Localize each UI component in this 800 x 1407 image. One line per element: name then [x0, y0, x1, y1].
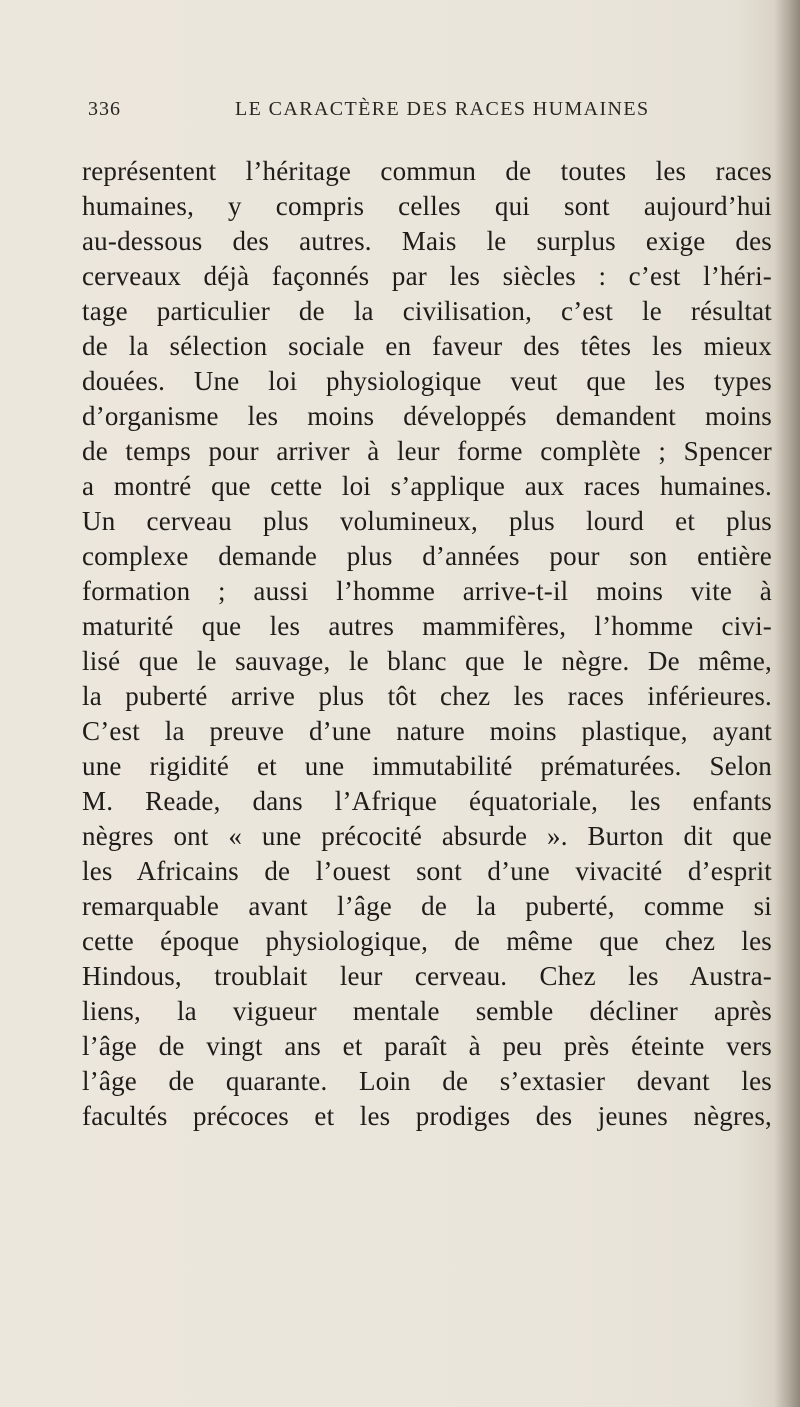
- text-line: humaines, y compris celles qui sont aujourd’hui: [82, 191, 772, 221]
- page-edge-shadow: [774, 0, 800, 1407]
- text-line: au-dessous des autres. Mais le surplus exige des: [82, 226, 772, 256]
- text-line: douées. Une loi physiologique veut que les types: [82, 366, 772, 396]
- page-number: 336: [88, 98, 121, 120]
- text-line: l’âge de vingt ans et paraît à peu près éteinte vers: [82, 1031, 772, 1061]
- text-line: les Africains de l’ouest sont d’une vivacité d’esprit: [82, 856, 772, 886]
- text-line: M. Reade, dans l’Afrique équatoriale, les enfants: [82, 786, 772, 816]
- text-line: a montré que cette loi s’applique aux races humaines.: [82, 471, 772, 501]
- text-line: C’est la preuve d’une nature moins plastique, ayant: [82, 716, 772, 746]
- text-line: liens, la vigueur mentale semble décliner après: [82, 996, 772, 1026]
- text-line: représentent l’héritage commun de toutes les races: [82, 156, 772, 186]
- text-line: maturité que les autres mammifères, l’homme civi-: [82, 611, 772, 641]
- text-line: de temps pour arriver à leur forme complète ; Spencer: [82, 436, 772, 466]
- text-line: une rigidité et une immutabilité prématurées. Selon: [82, 751, 772, 781]
- text-line: cette époque physiologique, de même que chez les: [82, 926, 772, 956]
- text-line: Hindous, troublait leur cerveau. Chez les Austra-: [82, 961, 772, 991]
- text-line: lisé que le sauvage, le blanc que le nègre. De même,: [82, 646, 772, 676]
- running-title: LE CARACTÈRE DES RACES HUMAINES: [235, 98, 650, 120]
- text-line: tage particulier de la civilisation, c’est le résultat: [82, 296, 772, 326]
- text-line: formation ; aussi l’homme arrive-t-il moins vite à: [82, 576, 772, 606]
- body-text: [82, 154, 772, 1134]
- running-header: [88, 98, 758, 128]
- text-line: l’âge de quarante. Loin de s’extasier devant les: [82, 1066, 772, 1096]
- text-line: d’organisme les moins développés demandent moins: [82, 401, 772, 431]
- text-line: Un cerveau plus volumineux, plus lourd et plus: [82, 506, 772, 536]
- text-line: nègres ont « une précocité absurde ». Burton dit que: [82, 821, 772, 851]
- text-line: complexe demande plus d’années pour son entière: [82, 541, 772, 571]
- text-line: cerveaux déjà façonnés par les siècles : c’est l’héri-: [82, 261, 772, 291]
- text-line: facultés précoces et les prodiges des jeunes nègres,: [82, 1101, 772, 1131]
- text-line: remarquable avant l’âge de la puberté, comme si: [82, 891, 772, 921]
- text-line: la puberté arrive plus tôt chez les races inférieures.: [82, 681, 772, 711]
- text-line: de la sélection sociale en faveur des têtes les mieux: [82, 331, 772, 361]
